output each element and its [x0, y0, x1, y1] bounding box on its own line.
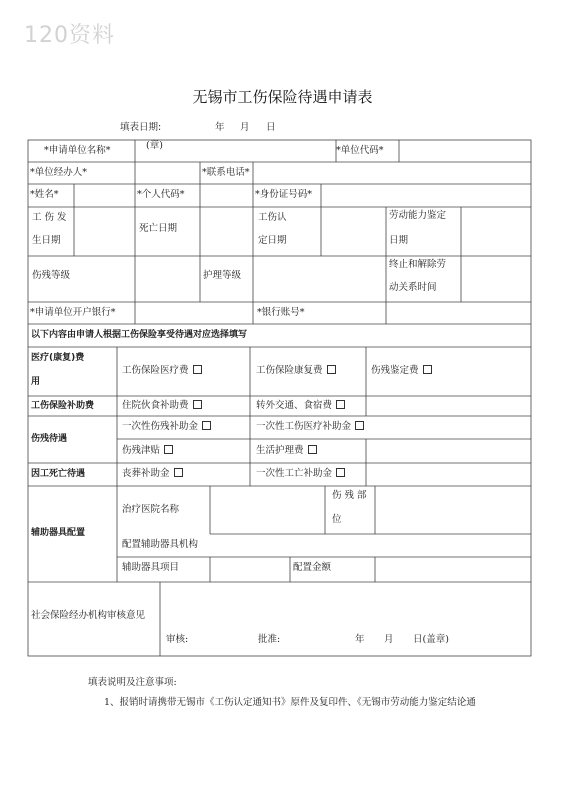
injury-part-label-a: 伤 残 部 [332, 490, 367, 501]
lump-disability-checkbox[interactable] [202, 421, 211, 430]
funeral-option[interactable] [122, 468, 183, 480]
fill-date-label: 填表日期: [120, 122, 162, 133]
injury-date-label-a: 工 伤 发 [32, 212, 67, 223]
fill-date-day: 日 [266, 122, 276, 133]
name-label: *姓名* [30, 189, 59, 200]
transport-option[interactable] [256, 400, 345, 412]
appraisal-fee-label: 伤残鉴定费 [371, 365, 419, 376]
unit-handler-label: *单位经办人* [30, 167, 88, 178]
lump-medical-option[interactable] [256, 421, 364, 433]
bank-label: *申请单位开户银行* [30, 307, 116, 318]
ability-date-label-b: 日期 [389, 235, 409, 246]
seal-label: (章) [146, 140, 163, 151]
fill-date-year: 年 [215, 122, 225, 133]
lump-medical-label: 一次性工伤医疗补助金 [256, 421, 352, 432]
lump-death-checkbox[interactable] [336, 468, 345, 477]
review-label: 审核: [166, 634, 189, 645]
disability-allowance-checkbox[interactable] [164, 445, 173, 454]
medical-section-label-b: 用 [31, 377, 41, 387]
medical-fee-checkbox[interactable] [193, 365, 202, 374]
watermark: 120资料 [24, 23, 115, 48]
aids-amount-label: 配置金额 [293, 562, 332, 573]
id-number-label: *身份证号码* [255, 189, 313, 200]
lump-medical-checkbox[interactable] [355, 421, 364, 430]
review-year: 年 [355, 634, 365, 645]
review-section-label: 社会保险经办机构审核意见 [31, 610, 146, 621]
fill-date-month: 月 [240, 122, 250, 133]
medical-fee-option[interactable] [122, 365, 202, 377]
disability-allowance-label: 伤残津贴 [122, 445, 161, 456]
living-care-label: 生活护理费 [256, 445, 304, 456]
termination-label-a: 终止和解除劳 [389, 259, 447, 270]
living-care-option[interactable] [256, 445, 317, 457]
injury-cert-label-b: 定日期 [258, 235, 287, 246]
medical-section-label-a: 医疗(康复)费 [31, 353, 85, 363]
nursing-level-label: 护理等级 [203, 270, 242, 281]
rehab-fee-checkbox[interactable] [327, 365, 336, 374]
appraisal-fee-checkbox[interactable] [423, 365, 432, 374]
approve-label: 批准: [258, 634, 281, 645]
notes-item-1: 1、报销时请携带无锡市《工伤认定通知书》原件及复印件、《无锡市劳动能力鉴定结论通 [104, 697, 476, 708]
review-day-seal: 日(盖章) [413, 634, 449, 645]
hospital-food-option[interactable] [122, 400, 202, 412]
transport-label: 转外交通、食宿费 [256, 400, 333, 411]
disability-level-label: 伤残等级 [32, 270, 71, 281]
appraisal-fee-option[interactable] [371, 365, 432, 377]
form-title: 无锡市工伤保险待遇申请表 [192, 88, 373, 106]
rehab-fee-label: 工伤保险康复费 [256, 365, 323, 376]
lump-death-option[interactable] [256, 468, 345, 480]
aids-section-label: 辅助器具配置 [31, 528, 86, 538]
hospital-food-label: 住院伙食补助费 [122, 400, 189, 411]
contact-phone-label: *联系电话* [202, 167, 250, 178]
applicant-unit-label: *申请单位名称* [44, 145, 111, 156]
aids-item-label: 辅助器具项目 [122, 562, 180, 573]
medical-fee-label: 工伤保险医疗费 [122, 365, 189, 376]
injury-part-label-b: 位 [332, 514, 342, 525]
injury-cert-label-a: 工伤认 [258, 212, 287, 223]
injury-date-label-b: 生日期 [32, 235, 61, 246]
transport-checkbox[interactable] [336, 400, 345, 409]
review-month: 月 [384, 634, 394, 645]
selection-notice: 以下内容由申请人根据工伤保险享受待遇对应选择填写 [31, 330, 248, 340]
ability-date-label-a: 劳动能力鉴定 [389, 210, 447, 221]
subsidy-section-label: 工伤保险补助费 [31, 401, 95, 411]
funeral-checkbox[interactable] [174, 468, 183, 477]
disability-section-label: 伤残待遇 [31, 434, 68, 444]
hospital-food-checkbox[interactable] [193, 400, 202, 409]
lump-disability-option[interactable] [122, 421, 211, 433]
hospital-name-label: 治疗医院名称 [122, 504, 180, 515]
aids-org-label: 配置辅助器具机构 [122, 539, 199, 550]
rehab-fee-option[interactable] [256, 365, 336, 377]
personal-code-label: *个人代码* [137, 189, 185, 200]
termination-label-b: 动关系时间 [389, 282, 437, 293]
funeral-label: 丧葬补助金 [122, 468, 170, 479]
notes-heading: 填表说明及注意事项: [88, 677, 177, 688]
lump-death-label: 一次性工亡补助金 [256, 468, 333, 479]
lump-disability-label: 一次性伤残补助金 [122, 421, 199, 432]
death-date-label: 死亡日期 [139, 223, 178, 234]
death-section-label: 因工死亡待遇 [31, 469, 86, 479]
unit-code-label: *单位代码* [336, 145, 384, 156]
living-care-checkbox[interactable] [308, 445, 317, 454]
account-label: *银行账号* [257, 307, 305, 318]
disability-allowance-option[interactable] [122, 445, 173, 457]
